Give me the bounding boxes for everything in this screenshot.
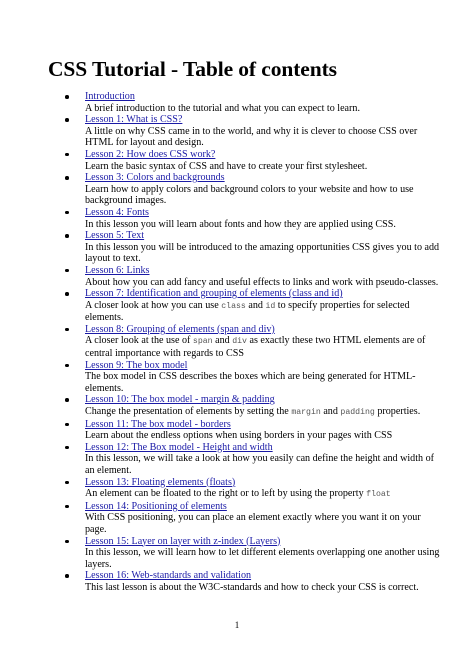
description-text: and <box>320 406 341 418</box>
code-term: class <box>221 301 246 311</box>
description-text: properties. <box>374 406 421 418</box>
bullet-icon <box>65 211 69 215</box>
lesson-description: Learn how to apply colors and background colors to your website and how to use background images. <box>85 183 414 207</box>
list-item <box>63 207 443 230</box>
lesson-description <box>85 300 443 324</box>
description-text: to specify properties for selected elements. <box>85 299 410 324</box>
bullet-icon <box>65 505 69 509</box>
description-text: as exactly these two HTML elements are of central importance with regards to CSS <box>85 335 426 360</box>
list-item <box>63 324 443 360</box>
lesson-link-6[interactable]: Lesson 6: Links <box>85 264 150 276</box>
code-term: padding <box>340 408 375 418</box>
bullet-icon <box>65 118 69 122</box>
lesson-link-15[interactable]: Lesson 15: Layer on layer with z-index (Layers) <box>85 535 281 547</box>
list-item <box>63 419 443 442</box>
lesson-description <box>85 488 443 501</box>
lesson-description: About how you can add fancy and useful effects to links and work with pseudo-classes. <box>85 276 439 288</box>
list-item <box>63 172 443 207</box>
description-text: An element can be floated to the right or to left by using the property <box>85 488 367 500</box>
page-number: 1 <box>234 620 240 630</box>
lesson-description <box>85 406 443 419</box>
list-item <box>63 230 443 265</box>
list-item <box>63 394 443 418</box>
lesson-link-12[interactable]: Lesson 12: The Box model - Height and width <box>85 441 273 453</box>
lesson-link-3[interactable]: Lesson 3: Colors and backgrounds <box>85 172 225 184</box>
bullet-icon <box>65 423 69 427</box>
code-term: id <box>265 301 276 311</box>
lesson-description: In this lesson, we will learn how to let different elements overlapping one another using layers. <box>85 547 440 570</box>
code-term: div <box>232 337 247 347</box>
lesson-description: In this lesson you will learn about fonts and how they are applied using CSS. <box>85 218 396 230</box>
lesson-description: Learn about the endless options when using borders in your pages with CSS <box>85 430 393 442</box>
list-item <box>63 477 443 501</box>
lesson-description: The box model in CSS describes the boxes which are being generated for HTML-elements. <box>85 371 416 394</box>
list-item <box>63 149 443 172</box>
bullet-icon <box>65 481 69 485</box>
lesson-description: Learn the basic syntax of CSS and have to create your first stylesheet. <box>85 160 368 172</box>
lesson-link-14[interactable]: Lesson 14: Positioning of elements <box>85 500 227 512</box>
code-term: margin <box>291 408 321 418</box>
lesson-description: With CSS positioning, you can place an element exactly where you want it on your page. <box>85 512 421 535</box>
list-item <box>63 114 443 149</box>
bullet-icon <box>65 269 69 273</box>
bullet-icon <box>65 574 69 578</box>
bullet-icon <box>65 153 69 157</box>
lesson-link-2[interactable]: Lesson 2: How does CSS work? <box>85 148 216 160</box>
page-title: CSS Tutorial - Table of contents <box>48 57 337 81</box>
list-item <box>63 536 443 571</box>
bullet-icon <box>65 95 69 99</box>
lesson-description: A brief introduction to the tutorial and what you can expect to learn. <box>85 102 360 114</box>
list-item <box>63 501 443 536</box>
description-text: A closer look at how you can use <box>85 299 222 311</box>
bullet-icon <box>65 176 69 180</box>
lesson-link-4[interactable]: Lesson 4: Fonts <box>85 206 149 218</box>
bullet-icon <box>65 540 69 544</box>
list-item <box>63 265 443 288</box>
description-text: Change the presentation of elements by setting the <box>85 406 292 418</box>
bullet-icon <box>65 364 69 368</box>
list-item <box>63 91 443 114</box>
list-item <box>63 570 443 593</box>
lesson-description: In this lesson, we will take a look at how you easily can define the height and width of an element. <box>85 453 434 476</box>
lesson-link-1[interactable]: Lesson 1: What is CSS? <box>85 114 183 126</box>
bullet-icon <box>65 234 69 238</box>
lesson-link-16[interactable]: Lesson 16: Web-standards and validation <box>85 570 252 582</box>
lesson-link-13[interactable]: Lesson 13: Floating elements (floats) <box>85 476 236 488</box>
bullet-icon <box>65 328 69 332</box>
lesson-description: This last lesson is about the W3C-standards and how to check your CSS is correct. <box>85 581 419 593</box>
lesson-link-5[interactable]: Lesson 5: Text <box>85 230 145 242</box>
list-item <box>63 360 443 395</box>
list-item <box>63 442 443 477</box>
lesson-description: A little on why CSS came in to the world, and why it is clever to choose CSS over HTML for layout and design. <box>85 125 418 149</box>
bullet-icon <box>65 398 69 402</box>
lesson-link-introduction[interactable]: Introduction <box>85 91 135 102</box>
lesson-link-8[interactable]: Lesson 8: Grouping of elements (span and div) <box>85 323 275 335</box>
list-item <box>63 288 443 324</box>
lesson-link-7[interactable]: Lesson 7: Identification and grouping of elements (class and id) <box>85 288 343 300</box>
bullet-icon <box>65 446 69 450</box>
description-text: A closer look at the use of <box>85 335 193 347</box>
description-text: and <box>212 335 233 347</box>
bullet-icon <box>65 292 69 296</box>
lesson-link-10[interactable]: Lesson 10: The box model - margin & padding <box>85 394 275 406</box>
code-term: float <box>366 490 391 500</box>
code-term: span <box>192 337 213 347</box>
lesson-link-11[interactable]: Lesson 11: The box model - borders <box>85 418 231 430</box>
lesson-description: In this lesson you will be introduced to the amazing opportunities CSS gives you to add layout to text. <box>85 241 440 265</box>
table-of-contents <box>63 91 443 594</box>
lesson-description <box>85 335 443 359</box>
lesson-link-9[interactable]: Lesson 9: The box model <box>85 359 188 371</box>
description-text: and <box>245 299 266 311</box>
